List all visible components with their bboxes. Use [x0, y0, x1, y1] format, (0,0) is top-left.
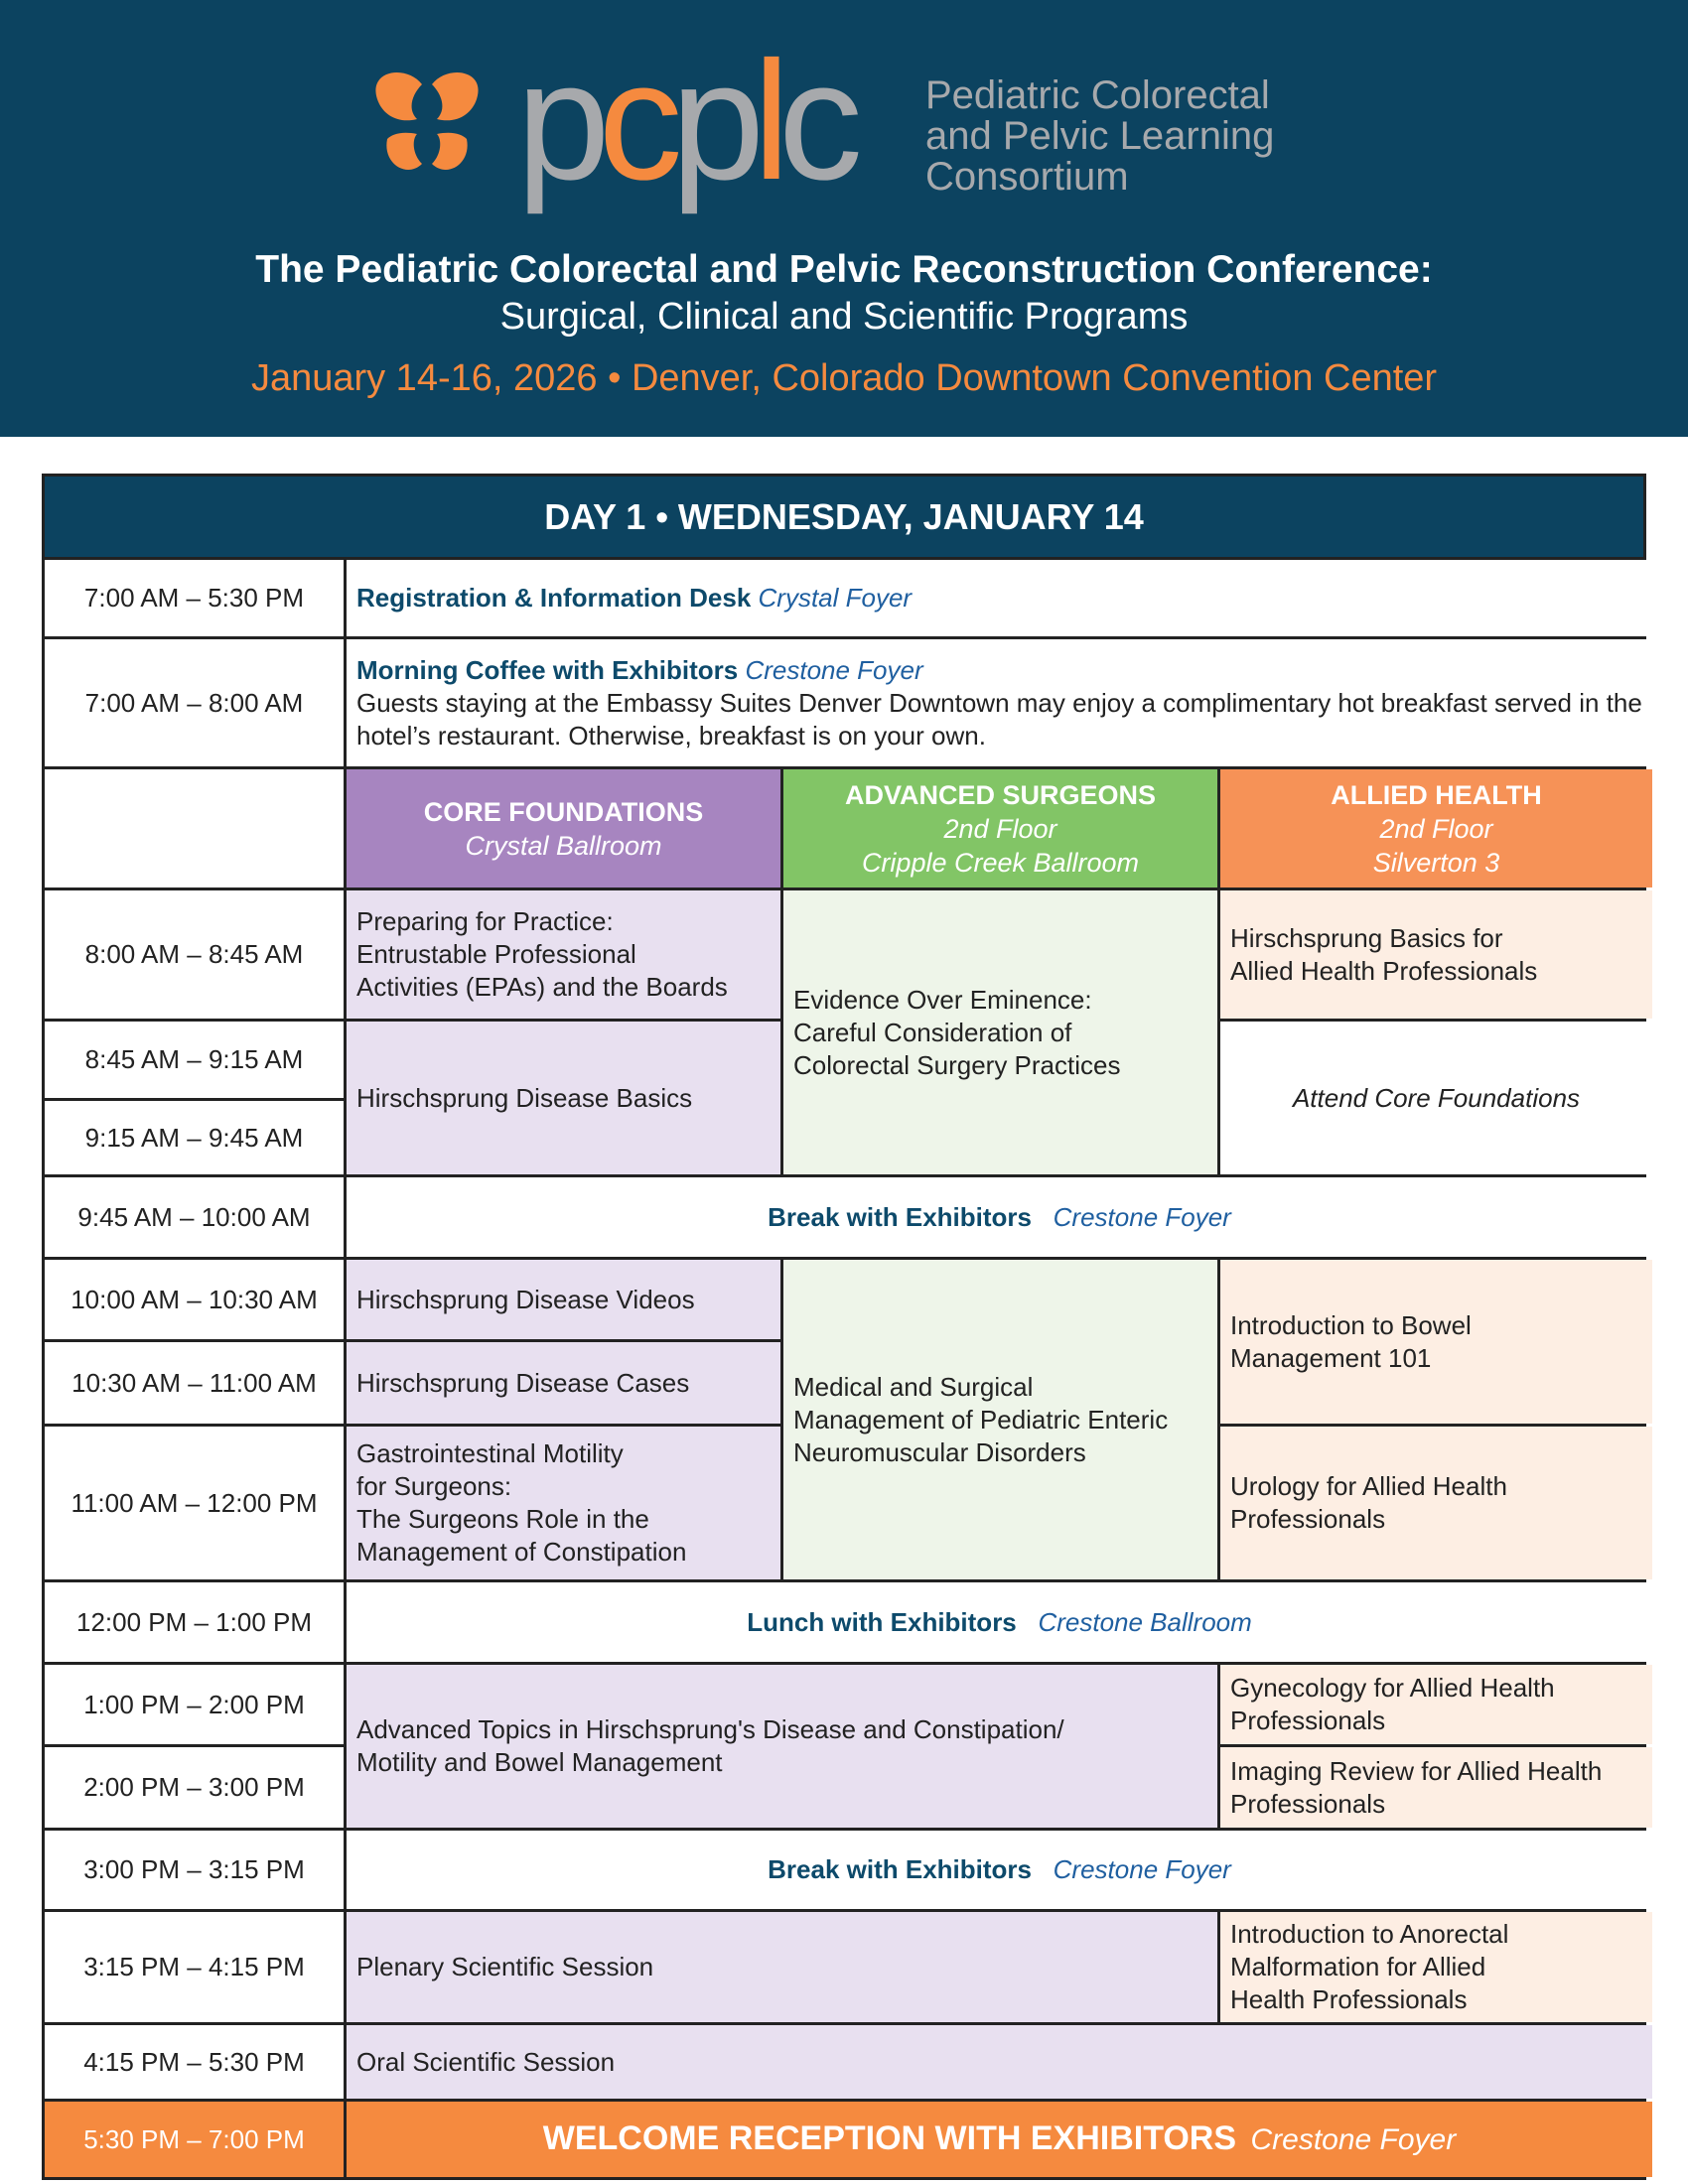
- session-imaging: [1220, 1747, 1652, 1828]
- session-attend: Attend Core Foundations: [1220, 1022, 1652, 1174]
- session-title: Lunch with Exhibitors: [747, 1606, 1017, 1637]
- session-gi: [347, 1427, 780, 1579]
- line: Activities (EPAs) and the Boards: [356, 972, 728, 1002]
- line: Gastrointestinal Motility: [356, 1438, 624, 1468]
- line: Medical and Surgical: [793, 1371, 1034, 1402]
- session-title: Registration & Information Desk: [356, 583, 752, 613]
- time-cell: 9:45 AM – 10:00 AM: [45, 1177, 344, 1257]
- time-cell: 11:00 AM – 12:00 PM: [45, 1427, 344, 1579]
- line: Urology for Allied Health: [1230, 1471, 1507, 1501]
- track-name: ALLIED HEALTH: [1331, 779, 1542, 810]
- line: The Surgeons Role in the: [356, 1504, 649, 1534]
- line: Management 101: [1230, 1342, 1432, 1373]
- butterfly-icon: [375, 72, 478, 170]
- track-location: 2nd Floor: [943, 813, 1057, 844]
- session-preparing: [347, 890, 780, 1019]
- session-evidence: [783, 890, 1217, 1174]
- pcplc-logo: [367, 40, 923, 218]
- track-header-advanced: [783, 769, 1217, 887]
- session-hd-basics: Hirschsprung Disease Basics: [347, 1022, 780, 1174]
- location: Crestone Foyer: [1053, 1854, 1231, 1884]
- line: Professionals: [1230, 1706, 1386, 1735]
- line: Evidence Over Eminence:: [793, 984, 1092, 1015]
- line: Gynecology for Allied Health: [1230, 1673, 1555, 1703]
- session-urology: [1220, 1427, 1652, 1579]
- session-title: Break with Exhibitors: [768, 1854, 1032, 1884]
- org-line: Pediatric Colorectal: [925, 73, 1270, 117]
- session-videos: Hirschsprung Disease Videos: [347, 1260, 780, 1339]
- line: Neuromuscular Disorders: [793, 1436, 1086, 1467]
- conference-dates: January 14-16, 2026 • Denver, Colorado Downtown Convention Center: [250, 357, 1438, 399]
- time-cell: 10:30 AM – 11:00 AM: [45, 1342, 344, 1424]
- line: Imaging Review for Allied Health: [1230, 1755, 1603, 1786]
- conference-title: The Pediatric Colorectal and Pelvic Reconstruction Conference:: [255, 248, 1433, 291]
- line: Professionals: [1230, 1788, 1386, 1819]
- time-cell: 8:00 AM – 8:45 AM: [45, 890, 344, 1019]
- track-name: CORE FOUNDATIONS: [423, 796, 704, 827]
- track-header-core: [347, 769, 780, 887]
- line: Careful Consideration of: [793, 1017, 1072, 1047]
- lunch-row: [347, 1582, 1652, 1662]
- time-cell: 8:45 AM – 9:15 AM: [45, 1022, 344, 1098]
- line: Hirschsprung Basics for: [1230, 922, 1503, 953]
- break-row: [347, 1177, 1652, 1257]
- line: Management of Pediatric Enteric: [793, 1404, 1169, 1434]
- session-bowel: [1220, 1260, 1652, 1424]
- session-title: Morning Coffee with Exhibitors: [356, 654, 739, 685]
- location: Crestone Foyer: [1250, 2122, 1457, 2156]
- line: Advanced Topics in Hirschsprung's Disease and Constipation/: [356, 1714, 1064, 1744]
- coffee-note: Guests staying at the Embassy Suites Denver Downtown may enjoy a complimentary hot breakfast served in the hotel’s restaurant. Otherwise, breakfast is on your own.: [356, 687, 1642, 751]
- time-cell: 7:00 AM – 8:00 AM: [45, 639, 344, 766]
- line: Preparing for Practice:: [356, 906, 614, 936]
- session-medical: [783, 1260, 1217, 1579]
- session-title: WELCOME RECEPTION WITH EXHIBITORS: [542, 2118, 1237, 2157]
- track-name: ADVANCED SURGEONS: [844, 779, 1157, 810]
- line: for Surgeons:: [356, 1471, 512, 1501]
- org-line: and Pelvic Learning: [925, 114, 1275, 158]
- line: Introduction to Anorectal: [1230, 1919, 1509, 1949]
- line: Motility and Bowel Management: [356, 1747, 723, 1777]
- header-banner: [0, 0, 1688, 437]
- location: Crystal Foyer: [758, 583, 913, 613]
- session-gyn: [1220, 1665, 1652, 1744]
- line: Professionals: [1230, 1504, 1386, 1534]
- session-anorectal: [1220, 1912, 1652, 2022]
- location: Crestone Foyer: [1053, 1201, 1231, 1232]
- line: Colorectal Surgery Practices: [793, 1049, 1121, 1080]
- track-header-allied: [1220, 769, 1652, 887]
- time-cell: 7:00 AM – 5:30 PM: [45, 560, 344, 636]
- time-cell: 1:00 PM – 2:00 PM: [45, 1665, 344, 1744]
- line: Health Professionals: [1230, 1984, 1468, 2014]
- track-location: Crystal Ballroom: [465, 830, 662, 861]
- org-line: Consortium: [925, 155, 1129, 199]
- time-cell: 10:00 AM – 10:30 AM: [45, 1260, 344, 1339]
- time-cell: 5:30 PM – 7:00 PM: [45, 2102, 344, 2177]
- session-hb-allied: [1220, 890, 1652, 1019]
- conference-subtitle: Surgical, Clinical and Scientific Programs: [499, 296, 1189, 338]
- track-location: Cripple Creek Ballroom: [861, 847, 1140, 878]
- time-cell: 2:00 PM – 3:00 PM: [45, 1747, 344, 1828]
- schedule-table: [42, 474, 1646, 2180]
- registration-row: [347, 560, 1652, 636]
- line: Management of Constipation: [356, 1537, 687, 1567]
- session-title: Break with Exhibitors: [768, 1201, 1032, 1232]
- day-header: DAY 1 • WEDNESDAY, JANUARY 14: [45, 477, 1643, 560]
- session-cases: Hirschsprung Disease Cases: [347, 1342, 780, 1424]
- welcome-reception-row: [347, 2102, 1652, 2177]
- svg-text:pcplc: pcplc: [516, 40, 851, 215]
- track-location: 2nd Floor: [1379, 813, 1493, 844]
- session-plenary: Plenary Scientific Session: [347, 1912, 1217, 2022]
- time-cell: 3:15 PM – 4:15 PM: [45, 1912, 344, 2022]
- org-name: [925, 75, 1274, 198]
- location: Crestone Foyer: [745, 654, 923, 685]
- break-row: [347, 1831, 1652, 1909]
- line: Malformation for Allied: [1230, 1952, 1486, 1981]
- line: Entrustable Professional: [356, 939, 636, 969]
- line: Allied Health Professionals: [1230, 955, 1538, 986]
- empty-cell: [45, 769, 344, 887]
- coffee-row: [347, 639, 1652, 766]
- track-location: Silverton 3: [1372, 847, 1500, 878]
- time-cell: 9:15 AM – 9:45 AM: [45, 1101, 344, 1174]
- session-advanced-topics: [347, 1665, 1217, 1828]
- time-cell: 12:00 PM – 1:00 PM: [45, 1582, 344, 1662]
- session-oral: Oral Scientific Session: [347, 2025, 1652, 2099]
- time-cell: 3:00 PM – 3:15 PM: [45, 1831, 344, 1909]
- location: Crestone Ballroom: [1038, 1606, 1252, 1637]
- line: Introduction to Bowel: [1230, 1309, 1472, 1340]
- time-cell: 4:15 PM – 5:30 PM: [45, 2025, 344, 2099]
